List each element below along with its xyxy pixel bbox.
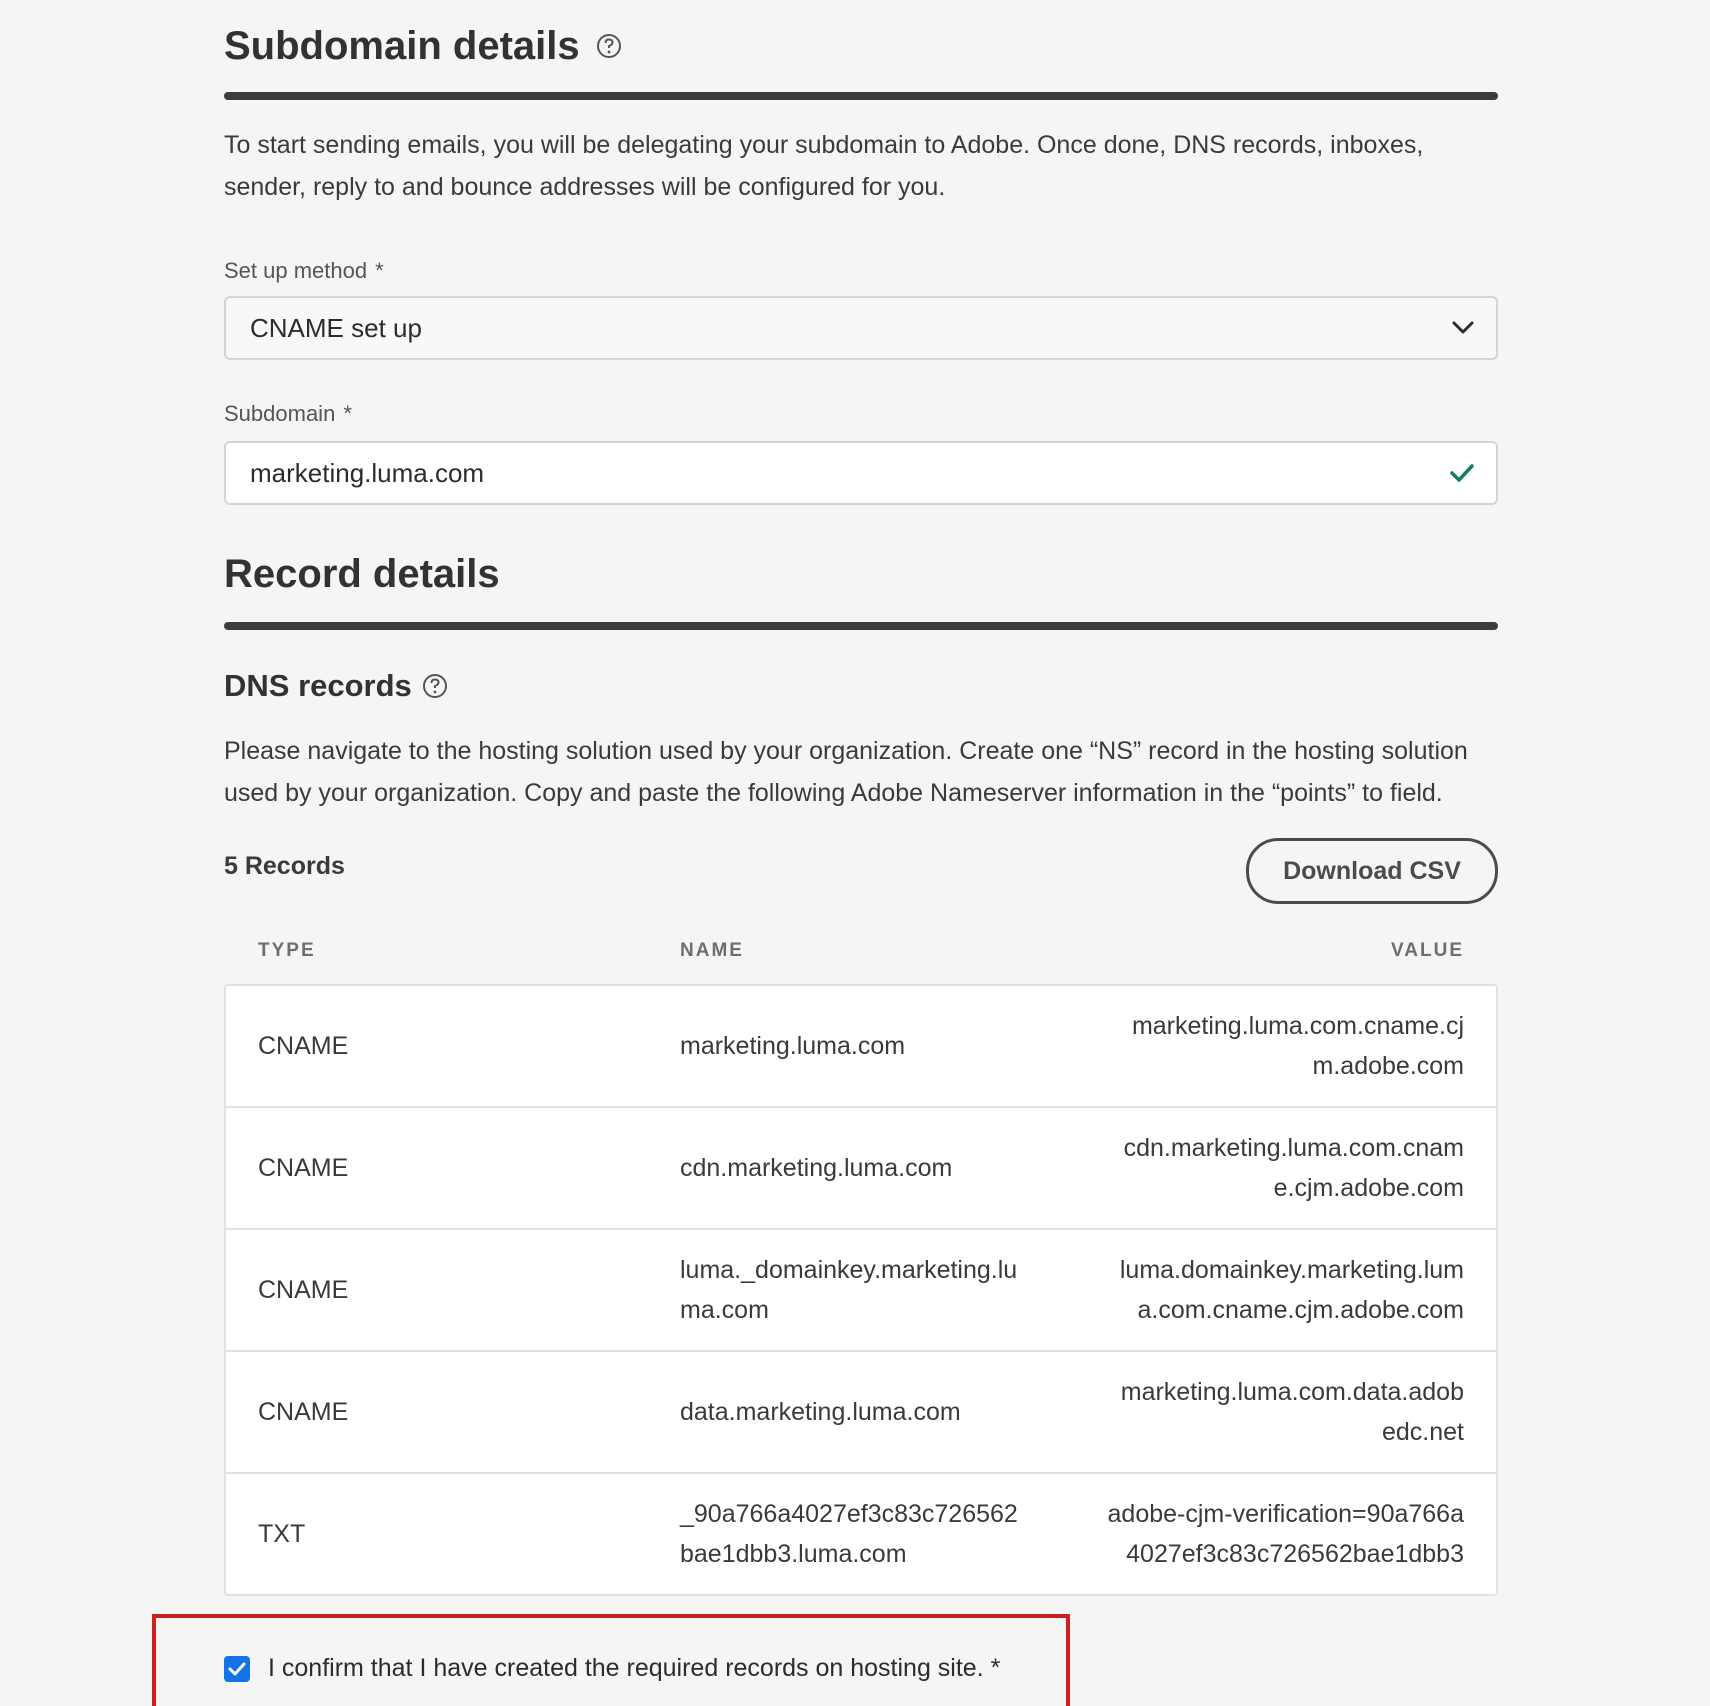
record-value: luma.domainkey.marketing.luma.com.cname.cjm.adobe.com	[1119, 1256, 1464, 1324]
table-row[interactable]	[226, 1352, 1496, 1474]
subdomain-details-title: Subdomain details	[224, 23, 580, 68]
subdomain-details-heading	[224, 20, 622, 72]
column-header-name[interactable]: NAME	[680, 940, 744, 961]
setup-method-label-text: Set up method	[224, 258, 368, 283]
subdomain-label	[224, 401, 352, 427]
dns-records-table	[224, 984, 1498, 1596]
table-row[interactable]	[226, 1474, 1496, 1594]
required-mark: *	[375, 258, 384, 283]
help-circle-icon[interactable]	[596, 33, 622, 59]
setup-method-value: CNAME set up	[250, 312, 422, 343]
record-name: cdn.marketing.luma.com	[680, 1154, 953, 1182]
column-header-value[interactable]: VALUE	[1391, 940, 1464, 961]
record-value: cdn.marketing.luma.com.cname.cjm.adobe.com	[1123, 1134, 1464, 1202]
table-row[interactable]	[226, 1108, 1496, 1230]
record-type: TXT	[258, 1520, 306, 1548]
record-name: _90a766a4027ef3c83c726562bae1dbb3.luma.com	[680, 1500, 1018, 1568]
checkbox-checked-icon[interactable]	[224, 1656, 250, 1682]
table-row[interactable]	[226, 986, 1496, 1108]
dns-description: Please navigate to the hosting solution used by your organization. Create one “NS” record in the hosting solution used by your organization. Copy and paste the following Adobe Nameserver information in the “points” to field.	[224, 737, 1468, 807]
record-details-title: Record details	[224, 552, 500, 596]
table-row[interactable]	[226, 1230, 1496, 1352]
record-name: marketing.luma.com	[680, 1032, 906, 1060]
required-mark: *	[343, 401, 352, 426]
confirm-checkbox-row[interactable]	[224, 1654, 1000, 1683]
help-circle-icon[interactable]	[422, 673, 448, 699]
record-value: marketing.luma.com.data.adobedc.net	[1120, 1378, 1464, 1446]
subdomain-value: marketing.luma.com	[250, 457, 485, 488]
section-divider	[224, 622, 1498, 630]
record-type: CNAME	[258, 1276, 349, 1304]
download-csv-button[interactable]: Download CSV	[1246, 838, 1498, 904]
subdomain-input[interactable]	[224, 441, 1498, 505]
record-type: CNAME	[258, 1398, 349, 1426]
record-value: adobe-cjm-verification=90a766a4027ef3c83c726562bae1dbb3	[1107, 1500, 1464, 1568]
checkmark-icon	[1450, 463, 1474, 483]
column-header-type[interactable]: TYPE	[258, 940, 316, 961]
records-count: 5 Records	[224, 852, 345, 880]
record-value: marketing.luma.com.cname.cjm.adobe.com	[1131, 1012, 1464, 1080]
record-type: CNAME	[258, 1154, 349, 1182]
dns-records-heading	[224, 668, 448, 704]
subdomain-label-text: Subdomain	[224, 401, 336, 426]
chevron-down-icon[interactable]	[1452, 321, 1474, 335]
subdomain-description: To start sending emails, you will be delegating your subdomain to Adobe. Once done, DNS records, inboxes, sender, reply to and bounce addresses will be configured for you.	[224, 131, 1424, 201]
dns-records-title: DNS records	[224, 668, 412, 703]
record-type: CNAME	[258, 1032, 349, 1060]
setup-method-dropdown[interactable]	[224, 296, 1498, 360]
record-name: luma._domainkey.marketing.luma.com	[680, 1256, 1018, 1324]
section-divider	[224, 92, 1498, 100]
setup-method-label	[224, 258, 384, 284]
record-name: data.marketing.luma.com	[680, 1398, 961, 1426]
confirm-label[interactable]: I confirm that I have created the required records on hosting site. *	[268, 1654, 1001, 1682]
